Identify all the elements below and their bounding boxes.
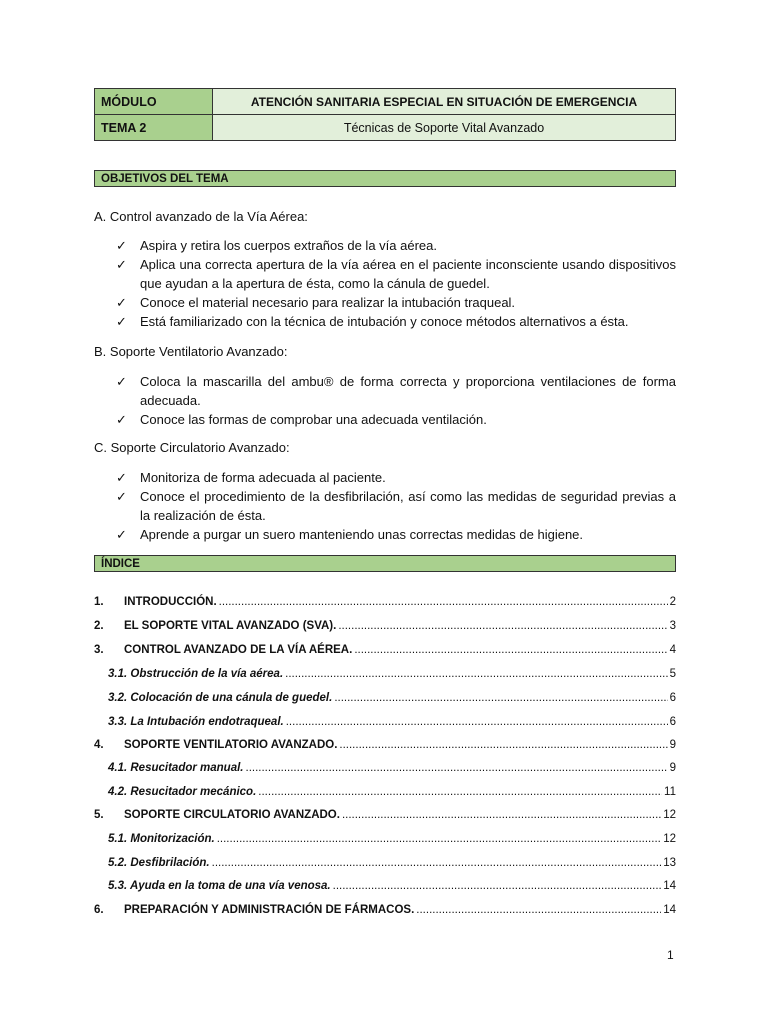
list-item: ✓ Conoce las formas de comprobar una adecuada ventilación. <box>116 412 487 427</box>
toc-entry[interactable]: 3. CONTROL AVANZADO DE LA VÍA AÉREA. ..... 4 <box>94 644 676 656</box>
indice-heading: ÍNDICE <box>94 555 676 572</box>
check-icon: ✓ <box>116 257 127 272</box>
check-icon: ✓ <box>116 374 127 389</box>
toc-entry[interactable]: 3.2. Colocación de una cánula de guedel. ..... 6 <box>94 692 676 704</box>
tema-label: TEMA 2 <box>95 115 213 141</box>
modulo-value: ATENCIÓN SANITARIA ESPECIAL EN SITUACIÓN DE EMERGENCIA <box>213 89 676 115</box>
toc-entry[interactable]: 3.3. La Intubación endotraqueal. ..... 6 <box>94 716 676 728</box>
toc-entry[interactable]: 5.3. Ayuda en la toma de una vía venosa. ..... 14 <box>94 880 676 892</box>
list-item: ✓ Aspira y retira los cuerpos extraños de la vía aérea. <box>116 238 437 253</box>
objetivos-heading: OBJETIVOS DEL TEMA <box>94 170 676 187</box>
check-icon: ✓ <box>116 314 127 329</box>
toc-entry[interactable]: 5. SOPORTE CIRCULATORIO AVANZADO. ..... 12 <box>94 809 676 821</box>
section-title-a: A. Control avanzado de la Vía Aérea: <box>94 209 308 224</box>
check-icon: ✓ <box>116 527 127 542</box>
toc-entry[interactable]: 4.1. Resucitador manual. ..... 9 <box>94 762 676 774</box>
toc-entry[interactable]: 5.1. Monitorización. ..... 12 <box>94 833 676 845</box>
section-title-c: C. Soporte Circulatorio Avanzado: <box>94 440 290 455</box>
toc-entry[interactable]: 6. PREPARACIÓN Y ADMINISTRACIÓN DE FÁRMACOS. ..... 14 <box>94 904 676 916</box>
toc-entry[interactable]: 1. INTRODUCCIÓN. ..... 2 <box>94 596 676 608</box>
check-icon: ✓ <box>116 238 127 253</box>
check-icon: ✓ <box>116 295 127 310</box>
list-item: ✓ Monitoriza de forma adecuada al paciente. <box>116 470 386 485</box>
list-item: ✓ Conoce el procedimiento de la desfibrilación, así como las medidas de seguridad previas a la realización de ésta. <box>116 489 676 523</box>
list-item: ✓ Aplica una correcta apertura de la vía aérea en el paciente inconsciente usando dispositivos que ayudan a la apertura de ésta, como la cánula de guedel. <box>116 257 676 291</box>
tema-value: Técnicas de Soporte Vital Avanzado <box>213 115 676 141</box>
toc-entry[interactable]: 5.2. Desfibrilación. ..... 13 <box>94 857 676 869</box>
check-icon: ✓ <box>116 489 127 504</box>
section-title-b: B. Soporte Ventilatorio Avanzado: <box>94 344 288 359</box>
modulo-label: MÓDULO <box>95 89 213 115</box>
page-number: 1 <box>667 948 674 962</box>
toc-entry[interactable]: 3.1. Obstrucción de la vía aérea. ..... 5 <box>94 668 676 680</box>
toc-entry[interactable]: 4. SOPORTE VENTILATORIO AVANZADO. ..... 9 <box>94 739 676 751</box>
toc-entry[interactable]: 2. EL SOPORTE VITAL AVANZADO (SVA). ..... 3 <box>94 620 676 632</box>
list-item: ✓ Aprende a purgar un suero manteniendo unas correctas medidas de higiene. <box>116 527 584 542</box>
list-item: ✓ Coloca la mascarilla del ambu® de forma correcta y proporciona ventilaciones de forma adecuada. <box>116 374 676 408</box>
section-list-c <box>116 468 676 544</box>
module-header-table <box>94 88 676 141</box>
list-item: ✓ Está familiarizado con la técnica de intubación y conoce métodos alternativos a ésta. <box>116 314 629 329</box>
list-item: ✓ Conoce el material necesario para realizar la intubación traqueal. <box>116 295 516 310</box>
toc-entry[interactable]: 4.2. Resucitador mecánico. ..... 11 <box>94 786 676 798</box>
check-icon: ✓ <box>116 470 127 485</box>
section-list-a <box>116 236 676 331</box>
section-list-b <box>116 372 676 429</box>
check-icon: ✓ <box>116 412 127 427</box>
